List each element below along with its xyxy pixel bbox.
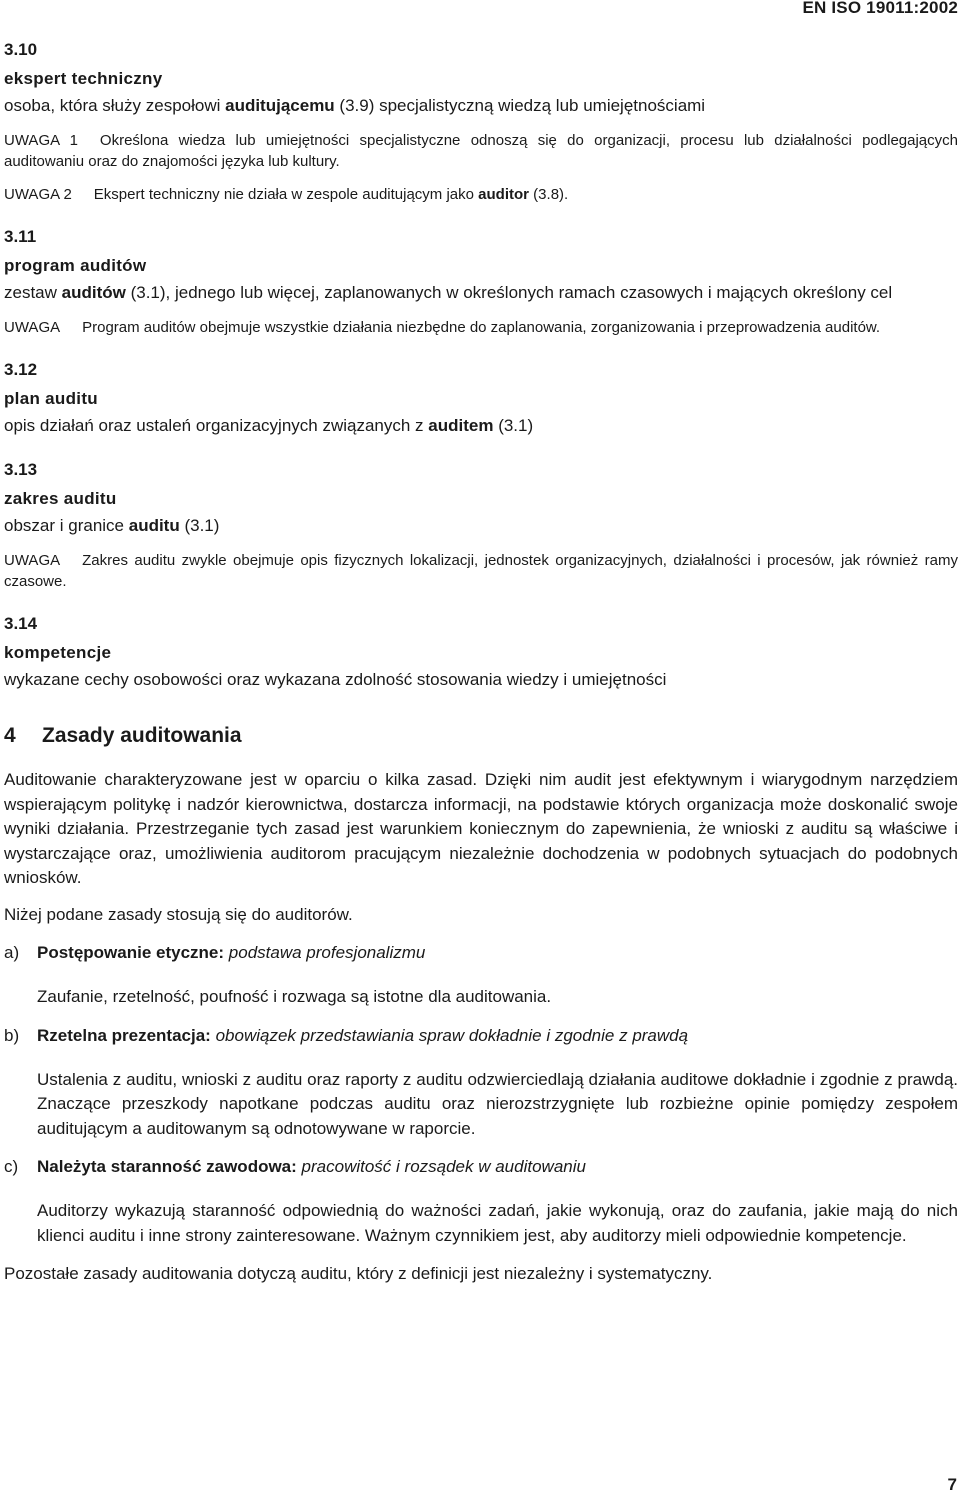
note-text: Program auditów obejmuje wszystkie działania niezbędne do zaplanowania, zorganizowania i przeprowadzenia auditów. <box>82 319 881 336</box>
def-part: (3.1), jednego lub więcej, zaplanowanych w określonych ramach czasowych i mających określony cel <box>125 283 893 302</box>
note-text: (3.8). <box>529 186 569 203</box>
principle-subtitle: obowiązek przedstawiania spraw dokładnie i zgodnie z prawdą <box>215 1025 689 1045</box>
definition-text <box>4 414 958 438</box>
note-2 <box>4 184 958 205</box>
list-marker: a) <box>4 943 20 962</box>
principle-b <box>4 1024 958 1142</box>
note-text: Określona wiedza lub umiejętności specjalistyczne odnoszą się do organizacji, procesu lub działalności podlegających auditowaniu oraz do znajomości języka lub kultury. <box>4 132 958 170</box>
note-label: UWAGA <box>4 552 61 569</box>
list-marker: c) <box>4 1157 19 1176</box>
section-heading <box>4 722 958 750</box>
note-label: UWAGA <box>4 319 61 336</box>
section-title: Zasady auditowania <box>42 724 242 747</box>
note-term-ref: auditor <box>478 186 530 203</box>
note <box>4 317 958 338</box>
list-item <box>4 941 958 965</box>
note-text: Ekspert techniczny nie działa w zespole auditującym jako <box>93 186 479 203</box>
note-label: UWAGA 1 <box>4 132 78 149</box>
clause-number: 3.14 <box>4 614 38 633</box>
note <box>4 550 958 592</box>
def-term-ref: auditów <box>61 283 126 302</box>
principle-c <box>4 1155 958 1248</box>
clause-number: 3.10 <box>4 40 38 59</box>
principle-title: Należyta staranność zawodowa: <box>37 1157 297 1176</box>
principle-text: Ustalenia z auditu, wnioski z auditu oraz raporty z auditu odzwierciedlają działania auditowe dokładnie i zgodnie z prawdą. Znaczące przeszkody napotkane podczas auditu oraz nierozstrzygnięte lub rozbieżne opinie pomiędzy zespołem auditującym a auditowanym są odnotowywane w raporcie. <box>37 1069 958 1138</box>
def-part: (3.1) <box>493 416 534 435</box>
principle-text: Auditorzy wykazują staranność odpowiednią do ważności zadań, jakie wykonują, oraz do zaufania, jakie mają do nich klienci auditu i inne strony zainteresowane. Ważnym czynnikiem jest, aby auditorzy mieli odpowiednie kompetencje. <box>37 1201 958 1245</box>
note-text: Zakres auditu zwykle obejmuje opis fizycznych lokalizacji, jednostek organizacyjnych, działalności i procesów, jak również ramy czasowe. <box>4 552 958 590</box>
list-marker: b) <box>4 1025 20 1045</box>
def-part: (3.9) specjalistyczną wiedzą lub umiejętnościami <box>334 96 706 115</box>
definition-3-13 <box>4 458 958 592</box>
definition-text: wykazane cechy osobowości oraz wykazana zdolność stosowania wiedzy i umiejętności <box>4 670 667 689</box>
term: plan auditu <box>4 389 98 408</box>
def-part: osoba, która służy zespołowi <box>4 96 226 115</box>
clause-number: 3.13 <box>4 460 38 479</box>
definition-3-11 <box>4 225 958 338</box>
definition-3-12 <box>4 358 958 438</box>
list-item <box>4 1155 958 1179</box>
section-intro: Auditowanie charakteryzowane jest w oparciu o kilka zasad. Dzięki nim audit jest efektywnym i wiarygodnym narzędziem wspierającym politykę i nadzór kierownictwa, dostarcza informacji, na podstawie których organizacja może doskonalić swoje wyniki działania. Przestrzeganie tych zasad jest warunkiem koniecznym do zapewnienia, że wnioski z auditu są właściwe i wystarczające oraz, umożliwienia auditorom pracującym niezależnie dochodzenia w podobnych sytuacjach do podobnych wniosków. <box>4 770 958 887</box>
principle-title: Postępowanie etyczne: <box>37 943 225 962</box>
list-item <box>4 1024 958 1048</box>
term: ekspert techniczny <box>4 69 163 88</box>
definition-text <box>4 281 958 305</box>
def-term-ref: auditem <box>428 416 494 435</box>
standard-header: EN ISO 19011:2002 <box>802 0 958 17</box>
def-term-ref: auditującemu <box>225 96 335 115</box>
note-label: UWAGA 2 <box>4 186 72 203</box>
closing-paragraph: Pozostałe zasady auditowania dotyczą auditu, który z definicji jest niezależny i systematyczny. <box>4 1264 713 1283</box>
definition-text <box>4 514 958 538</box>
principle-title: Rzetelna prezentacja: <box>37 1025 211 1045</box>
def-part: (3.1) <box>179 516 220 535</box>
definition-text <box>4 94 958 118</box>
note-1 <box>4 130 958 172</box>
page-content <box>4 38 958 1299</box>
clause-number: 3.12 <box>4 360 38 379</box>
principle-subtitle: podstawa profesjonalizmu <box>228 943 426 962</box>
def-part: obszar i granice <box>4 516 129 535</box>
def-part: opis działań oraz ustaleń organizacyjnych związanych z <box>4 416 429 435</box>
page-number: 7 <box>947 1475 957 1494</box>
principle-text: Zaufanie, rzetelność, poufność i rozwaga są istotne dla auditowania. <box>37 987 552 1006</box>
definition-3-10 <box>4 38 958 205</box>
def-part: zestaw <box>4 283 62 302</box>
term: kompetencje <box>4 643 112 662</box>
principles-lead: Niżej podane zasady stosują się do auditorów. <box>4 904 353 924</box>
principle-subtitle: pracowitość i rozsądek w auditowaniu <box>301 1157 586 1176</box>
def-term-ref: auditu <box>128 516 180 535</box>
term: zakres auditu <box>4 489 117 508</box>
section-number: 4 <box>4 724 16 747</box>
definition-3-14 <box>4 612 958 692</box>
principle-a <box>4 941 958 1010</box>
clause-number: 3.11 <box>4 227 37 246</box>
term: program auditów <box>4 256 147 275</box>
